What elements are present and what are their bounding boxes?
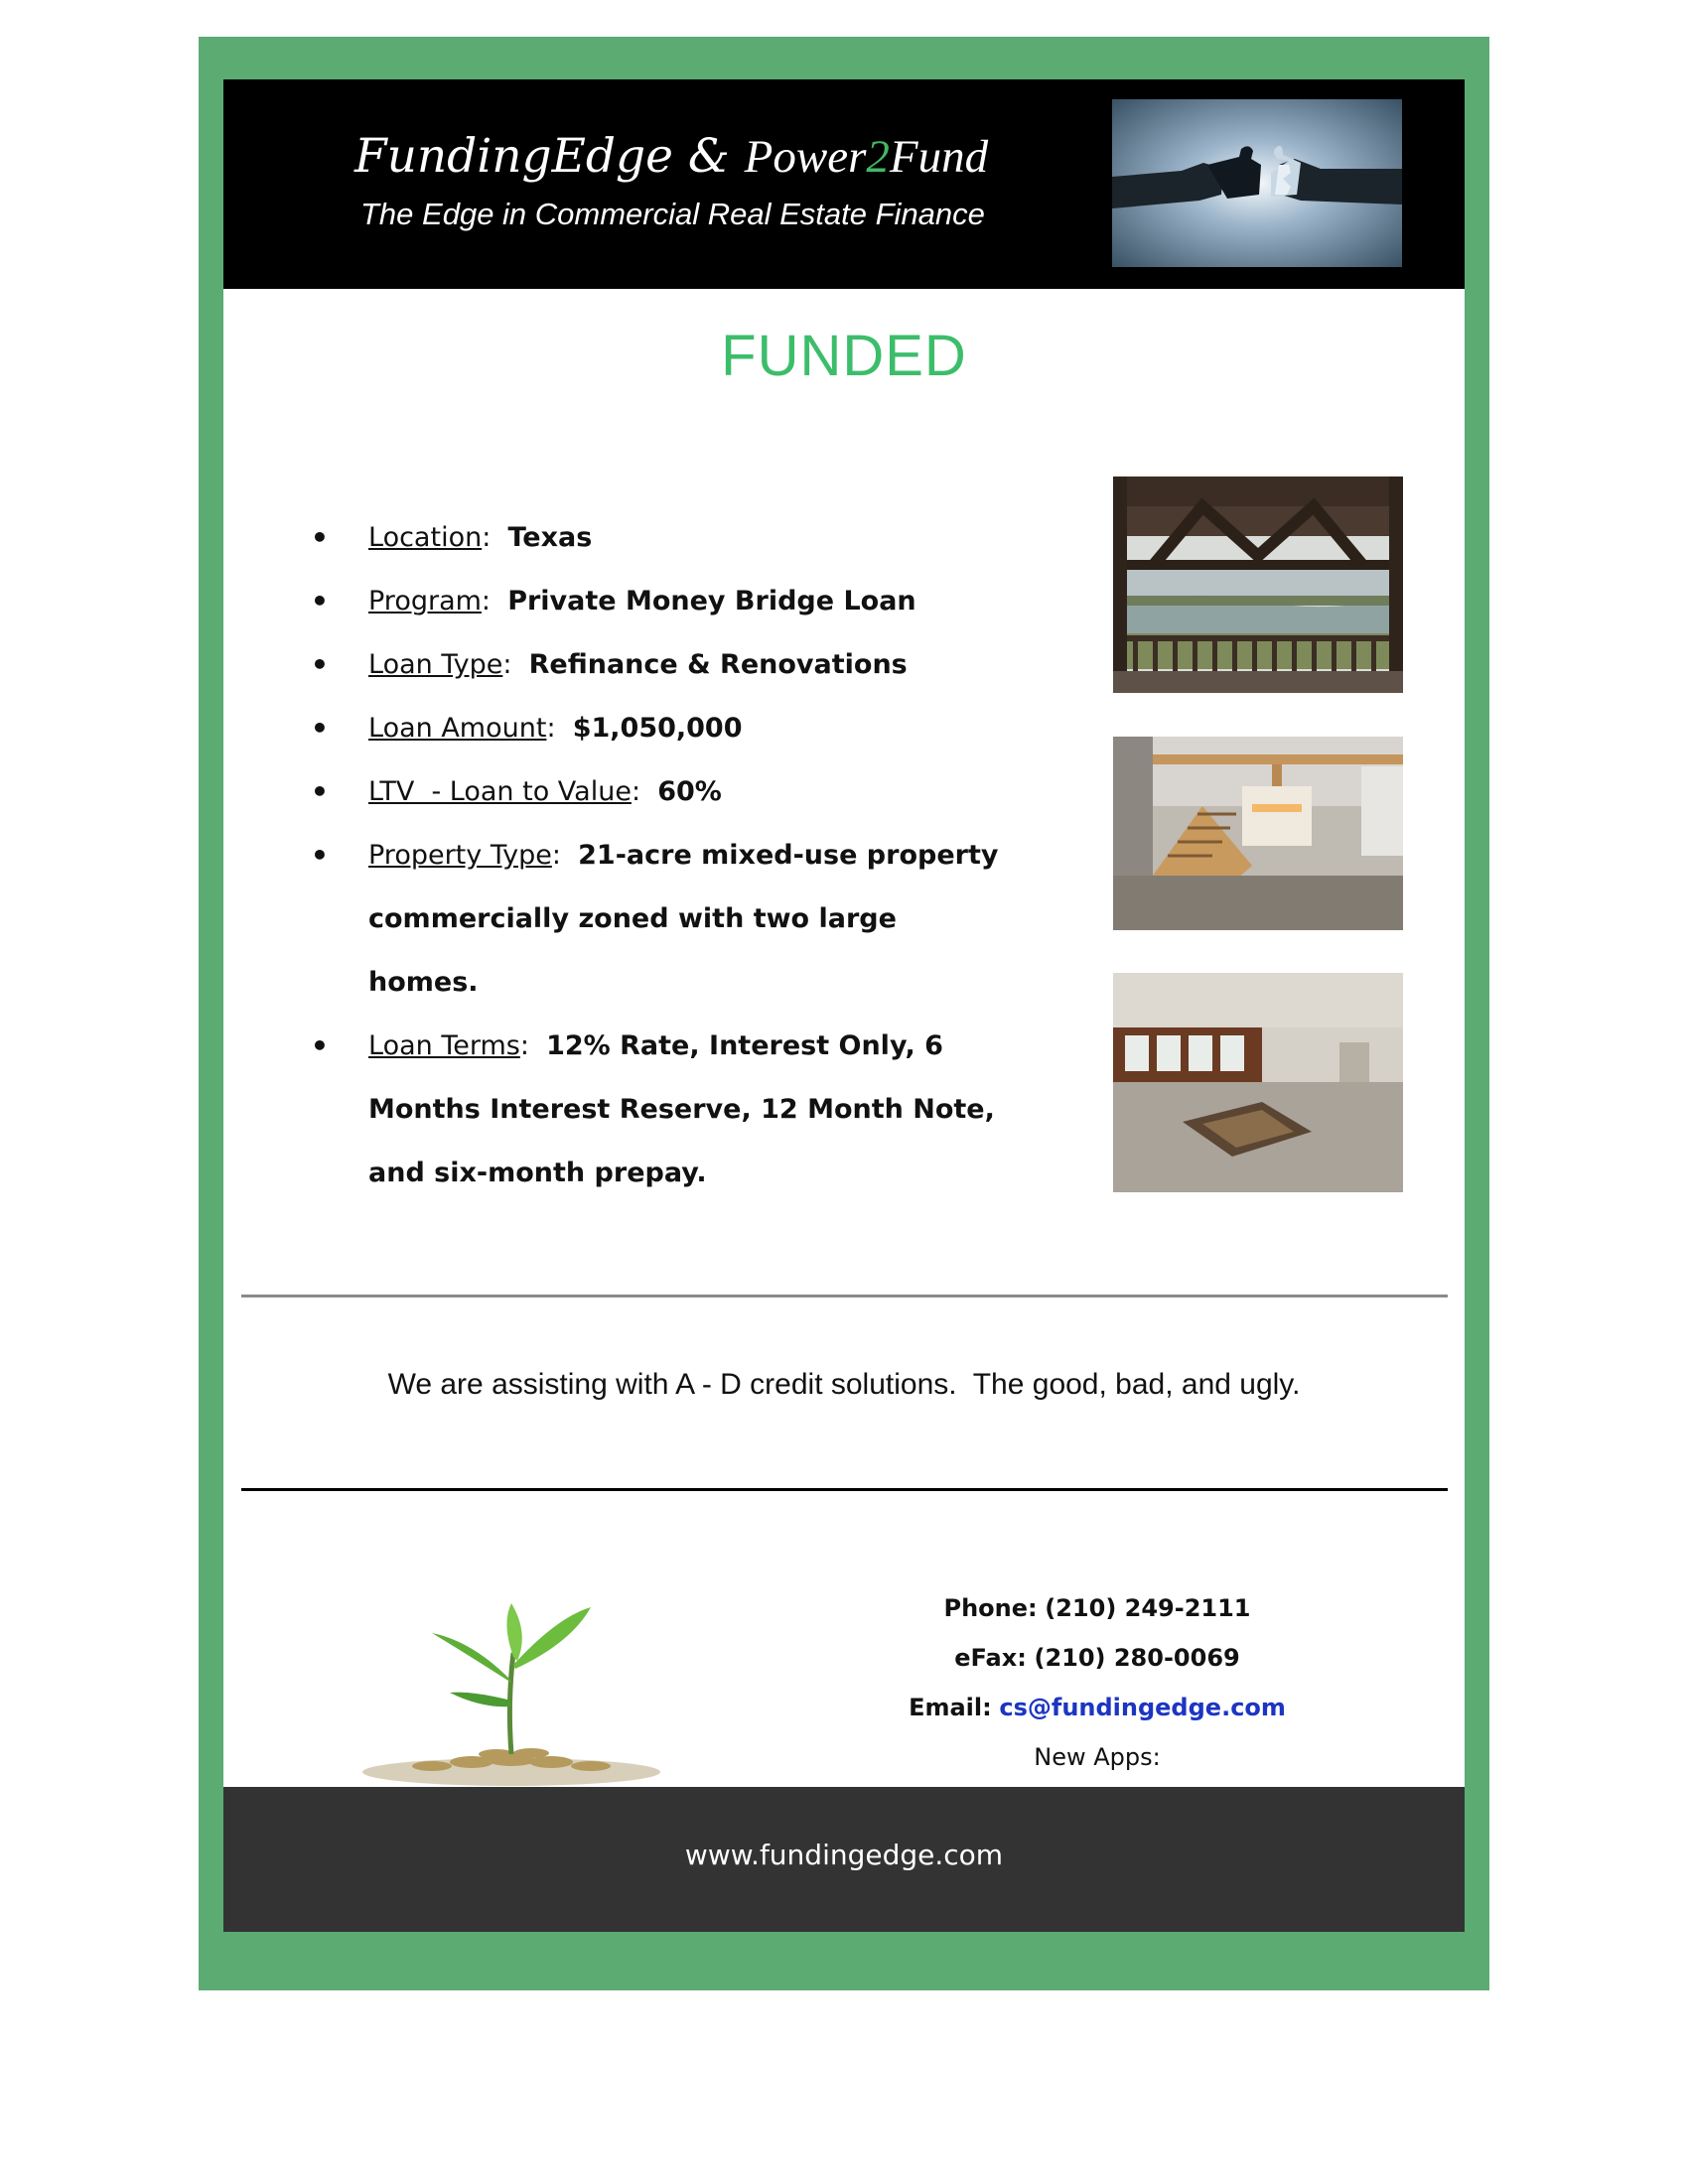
detail-label: Loan Terms (368, 1030, 520, 1061)
brand-power2fund (745, 131, 988, 183)
detail-label: Program (368, 586, 482, 616)
divider-black (241, 1488, 1448, 1491)
flyer-page (223, 79, 1465, 1932)
detail-label: Loan Amount (368, 713, 547, 744)
efax-label: eFax: (954, 1644, 1027, 1672)
funded-heading: FUNDED (721, 324, 967, 388)
email-link[interactable]: cs@fundingedge.com (999, 1694, 1286, 1721)
header-banner (223, 79, 1465, 289)
newapps-label: New Apps: (1034, 1743, 1161, 1771)
detail-value: 60% (657, 776, 722, 807)
detail-label: Loan Type (368, 649, 503, 680)
brand-2: 2 (866, 131, 890, 183)
efax-line (859, 1633, 1336, 1683)
detail-value: Refinance & Renovations (528, 649, 908, 680)
green-frame (199, 37, 1489, 1990)
efax-number: (210) 280-0069 (1034, 1644, 1240, 1672)
brand-title (354, 129, 988, 184)
property-photo-lake-view (1113, 477, 1403, 693)
email-line (859, 1683, 1336, 1732)
property-photo-interior-stairs (1113, 737, 1403, 930)
website-link[interactable]: www.fundingedge.com (684, 1839, 1004, 1871)
footer-bar (223, 1787, 1465, 1932)
phone-number[interactable]: (210) 249-2111 (1045, 1594, 1251, 1622)
detail-loan-amount: • Loan Amount: $1,050,000 (313, 697, 1008, 760)
brand-fundingedge: FundingEdge (354, 129, 673, 184)
detail-value-continued: commercially zoned with two large homes. (368, 903, 897, 998)
detail-location: • Location: Texas (313, 506, 1008, 570)
phone-label: Phone: (943, 1594, 1038, 1622)
detail-label: LTV - Loan to Value (368, 776, 632, 807)
email-label: Email: (909, 1694, 992, 1721)
detail-property-type: • Property Type: 21-acre mixed-use property commercially zoned with two large homes. (313, 824, 1008, 1015)
detail-program: • Program: Private Money Bridge Loan (313, 570, 1008, 633)
credit-solutions-statement: We are assisting with A - D credit solutions. The good, bad, and ugly. (387, 1368, 1301, 1401)
detail-label: Location (368, 522, 483, 553)
divider-gray (241, 1295, 1448, 1297)
loan-details-list (313, 506, 1008, 1205)
detail-value: 21-acre mixed-use property (578, 840, 999, 871)
brand-power: Power (744, 131, 867, 183)
detail-value: Texas (507, 522, 593, 553)
detail-label: Property Type (368, 840, 552, 871)
phone-line (859, 1583, 1336, 1633)
brand-ampersand: & (687, 129, 730, 184)
detail-loan-terms: • Loan Terms: 12% Rate, Interest Only, 6 Months Interest Reserve, 12 Month Note, and six-month prepay. (313, 1015, 1008, 1205)
detail-value-continued: Months Interest Reserve, 12 Month Note, (368, 1094, 995, 1125)
property-photo-interior-room (1113, 973, 1403, 1192)
header-tagline: The Edge in Commercial Real Estate Finance (360, 197, 985, 231)
plant-coins-image (323, 1573, 730, 1797)
detail-value: Private Money Bridge Loan (507, 586, 916, 616)
brand-fund: Fund (889, 131, 989, 183)
puzzle-handshake-image (1112, 99, 1402, 267)
detail-ltv: • LTV - Loan to Value: 60% (313, 760, 1008, 824)
detail-value: $1,050,000 (572, 713, 743, 744)
detail-value-continued: and six-month prepay. (368, 1158, 707, 1188)
detail-loan-type: • Loan Type: Refinance & Renovations (313, 633, 1008, 697)
detail-value: 12% Rate, Interest Only, 6 (546, 1030, 943, 1061)
